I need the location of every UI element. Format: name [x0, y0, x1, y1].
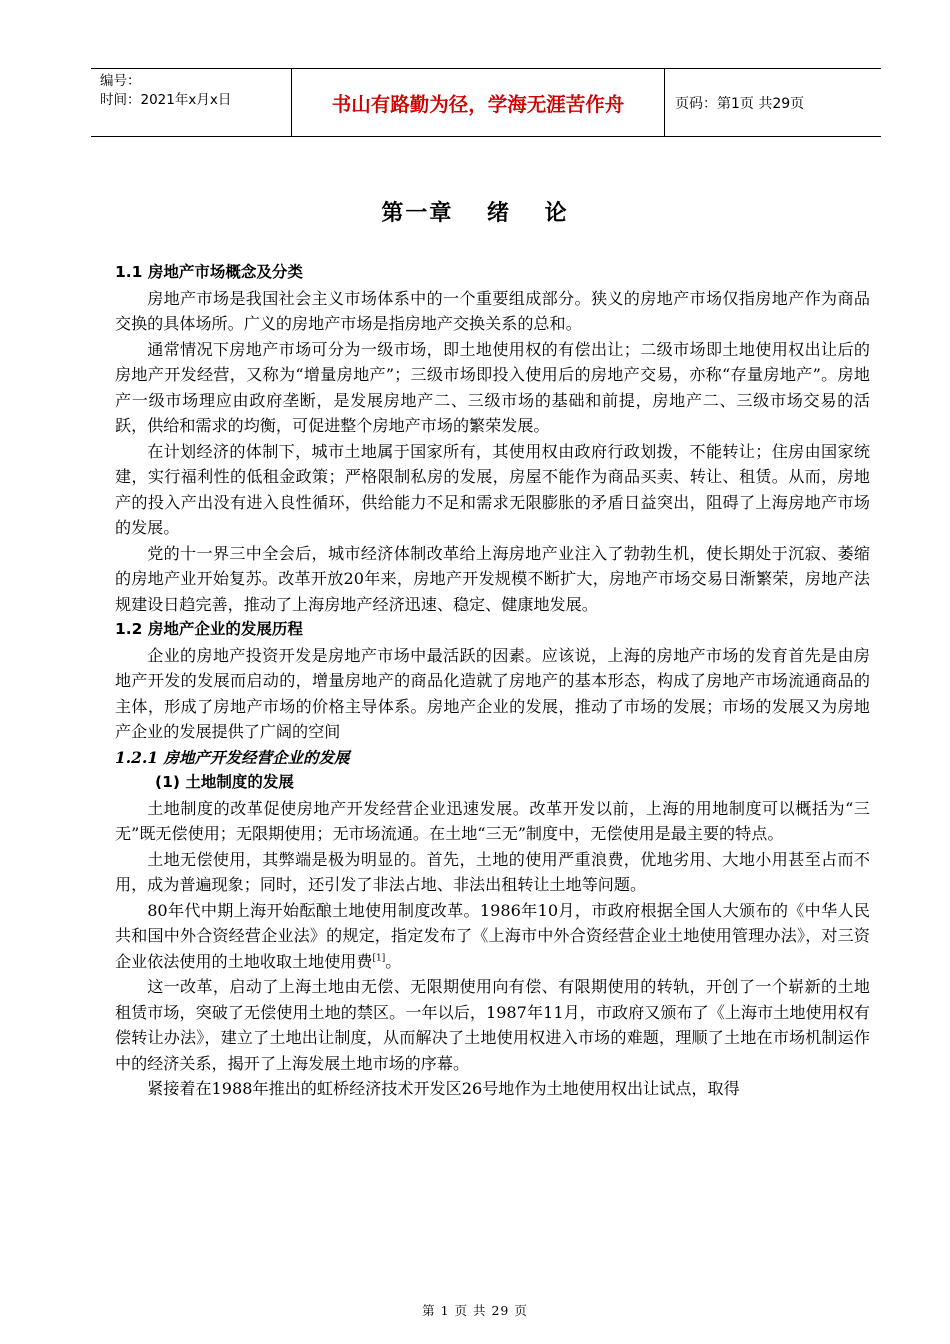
paragraph-end: 。: [385, 951, 402, 971]
document-header-table: [91, 68, 881, 137]
paragraph: 土地无偿使用，其弊端是极为明显的。首先，土地的使用严重浪费，优地劣用、大地小用甚至占而不用，成为普遍现象；同时，还引发了非法占地、非法出租转让土地等问题。: [115, 849, 870, 894]
header-page-info: 页码：第1页 共29页: [675, 95, 805, 112]
header-meta-cell: [91, 69, 292, 136]
paragraph: 紧接着在1988年推出的虹桥经济技术开发区26号地作为土地使用权出让试点，取得: [147, 1079, 740, 1098]
paragraph: 土地制度的改革促使房地产开发经营企业迅速发展。改革开发以前，上海的用地制度可以概括为“三无”既无偿使用；无限期使用；无市场流通。在土地“三无”制度中，无偿使用是最主要的特点。: [115, 798, 870, 843]
item-heading: (1) 土地制度的发展: [155, 773, 294, 791]
document-date: 时间：2021年x月x日: [100, 92, 232, 108]
paragraph: [115, 898, 870, 975]
section-heading: 1.2 房地产企业的发展历程: [115, 620, 303, 638]
citation-ref[interactable]: [1]: [372, 953, 386, 964]
paragraph: 通常情况下房地产市场可分为一级市场，即土地使用权的有偿出让；二级市场即土地使用权出让后的房地产开发经营，又称为“增量房地产”；三级市场即投入使用后的房地产交易，亦称“存量房地产”。房地产一级市场理应由政府垄断，是发展房地产二、三级市场的基础和前提，房地产二、三级市场交易的活跃，供给和需求的均衡，可促进整个房地产市场的繁荣发展。: [115, 339, 870, 435]
paragraph: 在计划经济的体制下，城市土地属于国家所有，其使用权由政府行政划拨，不能转让；住房由国家统建，实行福利性的低租金政策；严格限制私房的发展，房屋不能作为商品买卖、转让、租赁。从而，房地产的投入产出没有进入良性循环，供给能力不足和需求无限膨胀的矛盾日益突出，阻碍了上海房地产市场的发展。: [115, 441, 870, 537]
document-number-label: 编号：: [100, 73, 141, 89]
paragraph: 这一改革，启动了上海土地由无偿、无限期使用向有偿、有限期使用的转轨，开创了一个崭新的土地租赁市场，突破了无偿使用土地的禁区。一年以后，1987年11月，市政府又颁布了《上海市土地使用权有偿转让办法》，建立了土地出让制度，从而解决了土地使用权进入市场的难题，理顺了土地在市场机制运作中的经济关系，揭开了上海发展土地市场的序幕。: [115, 977, 870, 1073]
section-heading: 1.1 房地产市场概念及分类: [115, 263, 303, 281]
document-body: [115, 260, 870, 1102]
paragraph: 企业的房地产投资开发是房地产市场中最活跃的因素。应该说，上海的房地产市场的发育首先是由房地产开发的发展而启动的，增量房地产的商品化造就了房地产的基本形态，构成了房地产市场流通商品的主体，形成了房地产市场的价格主导体系。房地产企业的发展，推动了市场的发展；市场的发展又为房地产企业的发展提供了广阔的空间: [115, 645, 870, 741]
subsection-heading: 1.2.1 房地产开发经营企业的发展: [115, 747, 350, 767]
header-motto: 书山有路勤为径，学海无涯苦作舟: [292, 69, 665, 136]
chapter-title: 第一章 绪 论: [381, 201, 569, 226]
paragraph-text: 80年代中期上海开始酝酿土地使用制度改革。1986年10月，市政府根据全国人大颁布的《中华人民共和国中外合资经营企业法》的规定，指定发布了《上海市中外合资经营企业土地使用管理办法》，对三资企业依法使用的土地收取土地使用费: [115, 900, 870, 971]
paragraph: 党的十一界三中全会后，城市经济体制改革给上海房地产业注入了勃勃生机，使长期处于沉寂、萎缩的房地产业开始复苏。改革开放20年来，房地产开发规模不断扩大，房地产市场交易日渐繁荣，房地产法规建设日趋完善，推动了上海房地产经济迅速、稳定、健康地发展。: [115, 543, 870, 614]
paragraph: 房地产市场是我国社会主义市场体系中的一个重要组成部分。狭义的房地产市场仅指房地产作为商品交换的具体场所。广义的房地产市场是指房地产交换关系的总和。: [115, 288, 870, 333]
page-footer: 第 1 页 共 29 页: [422, 1303, 528, 1318]
